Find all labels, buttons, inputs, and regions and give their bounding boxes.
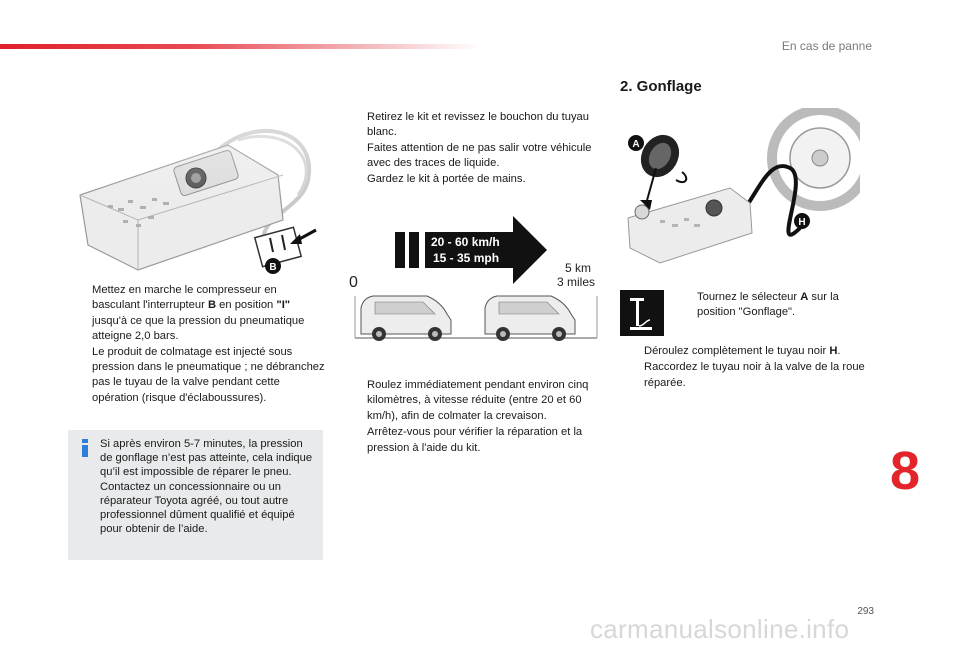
bullet-item: Arrêtez-vous pour vérifier la réparation et la pression à l'aide du kit. [367, 426, 583, 454]
info-icon [79, 439, 91, 457]
bullet-item: Tournez le sélecteur A sur la position "Gonflage". [697, 291, 839, 319]
gonflage-pictogram [620, 290, 664, 336]
right-step-selector [673, 290, 863, 321]
inflation-figure [620, 108, 860, 273]
chapter-number: 8 [890, 441, 921, 501]
section-title: 2. Gonflage [620, 78, 702, 95]
compressor-switch-figure [68, 120, 326, 280]
figure-label-b: B [269, 262, 277, 273]
middle-steps-drive [343, 378, 601, 456]
info-text: Si après environ 5-7 minutes, la pression de gonflage n’est pas atteinte, cela indique qu’il est impossible de réparer le pneu. Contactez un concessionnaire ou un réparateur Toyota agréé, ou tout autre professionnel dûment qualifié et équipé pour obtenir de l’aide. [100, 438, 313, 536]
right-steps-hose [620, 344, 865, 391]
bullet-item: Déroulez complètement le tuyau noir H. [644, 345, 841, 357]
van-left-icon [361, 296, 451, 341]
bullet-item: Retirez le kit et revissez le bouchon du tuyau blanc. Faites attention de ne pas salir votre véhicule avec des traces de liquide. Gardez le kit à portée de mains. [367, 111, 592, 185]
distance-km-label: 5 km [565, 261, 592, 275]
speed-distance-figure [343, 210, 603, 345]
figure-label-a: A [632, 139, 640, 150]
bullet-item: Roulez immédiatement pendant environ cinq kilomètres, à vitesse réduite (entre 20 et 60 km/h), afin de colmater la crevaison. [367, 379, 589, 422]
distance-miles-label: 3 miles [557, 275, 596, 289]
watermark: carmanualsonline.info [590, 614, 850, 644]
wheel-icon [772, 110, 860, 206]
bullet-item: Mettez en marche le compresseur en basculant l'interrupteur B en position "I" jusqu'à ce que la pression du pneumatique atteigne 2,0 bars. Le produit de colmatage est injecté sous pression dans le pneumatique ; ne débranchez pas le tuyau de la valve pendant cette opération (risque d'éclaboussures). [92, 284, 325, 404]
info-box [68, 430, 323, 560]
figure-label-h: H [798, 217, 806, 228]
van-right-icon [485, 296, 575, 341]
speed-mph-label: 15 - 35 mph [433, 251, 500, 265]
chapter-title: En cas de panne [781, 39, 872, 53]
header-red-bar [0, 44, 480, 49]
bullet-item: Raccordez le tuyau noir à la valve de la roue réparée. [644, 361, 865, 389]
speed-kmh-label: 20 - 60 km/h [431, 235, 500, 249]
page-number: 293 [857, 606, 874, 617]
distance-start-label: 0 [349, 274, 358, 291]
middle-step-remove-kit [343, 110, 601, 187]
left-step-compressor [68, 283, 326, 406]
